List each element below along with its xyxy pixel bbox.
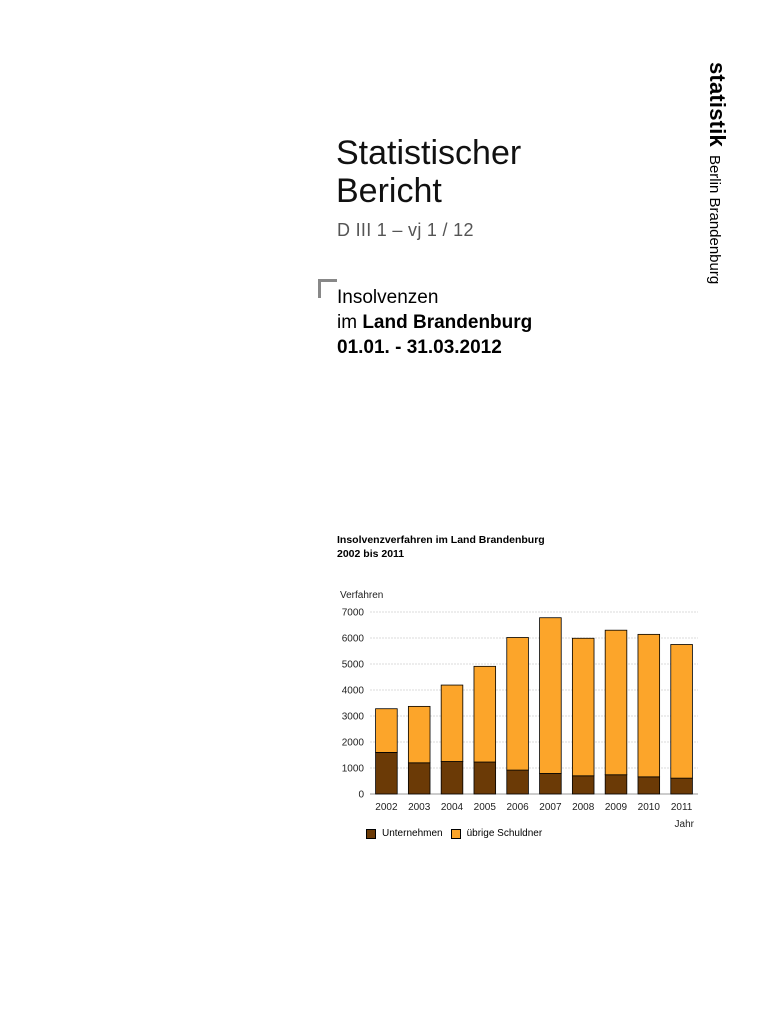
y-tick-label: 6000	[341, 633, 364, 645]
bar-segment-unternehmen-2011	[671, 778, 693, 794]
subject-period: 01.01. - 31.03.2012	[337, 337, 502, 358]
legend-label: übrige Schuldner	[466, 828, 543, 839]
bar-segment-uebrige-2011	[671, 645, 693, 779]
y-tick-label: 7000	[341, 607, 364, 619]
bar-segment-unternehmen-2003	[408, 763, 430, 794]
bar-segment-uebrige-2002	[376, 709, 398, 753]
x-tick-label: 2010	[637, 802, 660, 813]
y-tick-label: 2000	[341, 737, 364, 749]
x-tick-label: 2009	[604, 802, 628, 813]
bar-segment-uebrige-2009	[605, 630, 627, 775]
chart-subtitle: 2002 bis 2011	[337, 548, 405, 560]
legend-item	[451, 828, 543, 839]
bar-segment-uebrige-2004	[441, 685, 463, 761]
x-tick-label: 2006	[506, 802, 529, 813]
brand-name: statistik	[705, 62, 730, 147]
chart-legend	[366, 828, 550, 839]
legend-swatch	[451, 829, 461, 839]
bar-segment-uebrige-2005	[474, 666, 496, 762]
bar-segment-unternehmen-2005	[474, 762, 496, 794]
x-tick-label: 2011	[670, 802, 693, 813]
x-tick-label: 2008	[572, 802, 595, 813]
brand-vertical	[700, 62, 740, 302]
x-tick-label: 2007	[539, 802, 562, 813]
report-title-line1: Statistischer	[336, 134, 522, 172]
legend-swatch	[366, 829, 376, 839]
y-tick-label: 1000	[341, 763, 364, 775]
bar-segment-unternehmen-2009	[605, 775, 627, 794]
bar-segment-unternehmen-2004	[441, 762, 463, 795]
bar-segment-uebrige-2010	[638, 634, 660, 776]
insolvency-chart	[330, 580, 710, 830]
y-tick-label: 4000	[341, 685, 364, 697]
legend-label: Unternehmen	[382, 828, 443, 839]
bar-segment-uebrige-2006	[507, 637, 529, 770]
subject-region: Land Brandenburg	[362, 312, 533, 333]
bar-segment-uebrige-2007	[540, 618, 562, 774]
x-axis-label: Jahr	[674, 819, 694, 830]
bar-segment-uebrige-2003	[408, 706, 430, 762]
bar-segment-unternehmen-2002	[376, 752, 398, 794]
chart-title: Insolvenzverfahren im Land Brandenburg	[337, 534, 545, 546]
subject-line1: Insolvenzen	[337, 287, 439, 308]
corner-mark-icon	[318, 279, 337, 298]
x-tick-label: 2003	[408, 802, 431, 813]
x-tick-label: 2005	[473, 802, 496, 813]
bar-segment-unternehmen-2006	[507, 770, 529, 794]
y-axis-label: Verfahren	[340, 590, 384, 601]
y-tick-label: 3000	[341, 711, 364, 723]
x-tick-label: 2002	[375, 802, 398, 813]
brand-region: Berlin Brandenburg	[706, 154, 723, 285]
y-tick-label: 0	[358, 789, 364, 801]
bar-segment-unternehmen-2007	[540, 773, 562, 794]
x-tick-label: 2004	[440, 802, 464, 813]
subject-prefix: im	[337, 312, 363, 333]
report-title-line2: Bericht	[336, 172, 442, 210]
legend-item	[366, 828, 443, 839]
report-code: D III 1 – vj 1 / 12	[337, 220, 474, 240]
bar-segment-uebrige-2008	[572, 638, 594, 776]
subject-line2	[337, 310, 532, 335]
bar-segment-unternehmen-2008	[572, 776, 594, 794]
bar-segment-unternehmen-2010	[638, 777, 660, 794]
y-tick-label: 5000	[341, 659, 364, 671]
chart-title-block	[337, 533, 545, 561]
